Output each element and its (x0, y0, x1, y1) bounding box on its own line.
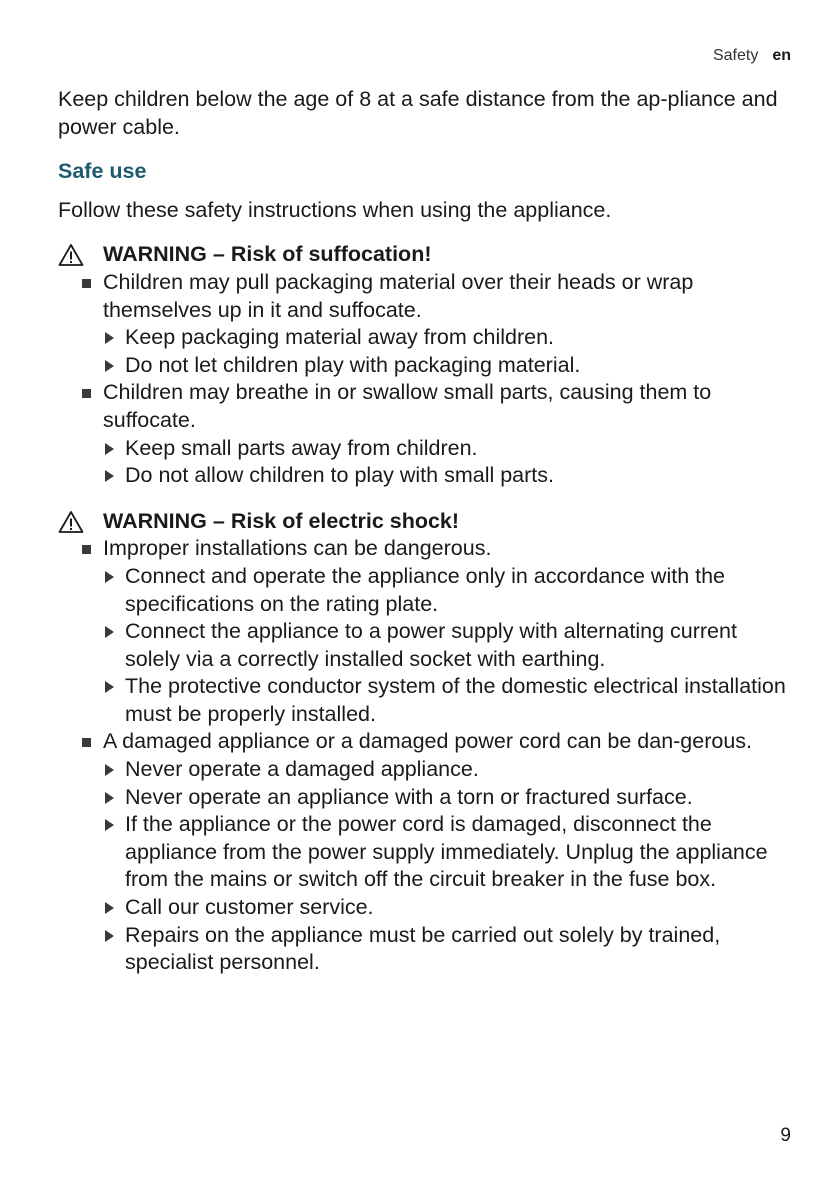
bullet-text: Improper installations can be dangerous. (103, 536, 492, 561)
square-bullet-icon (82, 389, 91, 398)
action-list (103, 435, 793, 490)
list-item (82, 728, 793, 976)
warning-triangle-icon (58, 510, 84, 534)
page-number: 9 (780, 1125, 791, 1146)
action-step (103, 618, 793, 673)
children-distance-paragraph: Keep children below the age of 8 at a safe distance from the ap-pliance and power cable. (58, 87, 778, 139)
triangle-bullet-icon (105, 902, 114, 914)
triangle-bullet-icon (105, 819, 114, 831)
action-step (103, 922, 793, 977)
list-item (82, 379, 793, 489)
bullet-text: Children may pull packaging material over their heads or wrap themselves up in it and suffocate. (103, 269, 694, 322)
square-bullet-icon (82, 545, 91, 554)
warning-title-text: WARNING – Risk of electric shock! (103, 508, 460, 533)
action-step (103, 324, 793, 352)
warning-bullet-list (58, 535, 793, 977)
action-text: Never operate a damaged appliance. (125, 757, 479, 782)
action-text: Keep small parts away from children. (125, 435, 478, 460)
action-step (103, 435, 793, 463)
square-bullet-icon (82, 738, 91, 747)
action-step (103, 563, 793, 618)
warning-block-electric-shock (58, 508, 793, 977)
action-step (103, 811, 793, 894)
header-language-code: en (772, 47, 791, 64)
triangle-bullet-icon (105, 332, 114, 344)
action-list (103, 756, 793, 977)
triangle-bullet-icon (105, 792, 114, 804)
triangle-bullet-icon (105, 626, 114, 638)
header-section-title: Safety (712, 47, 759, 64)
action-step (103, 352, 793, 380)
triangle-bullet-icon (105, 470, 114, 482)
page-content (58, 86, 793, 977)
list-item (82, 269, 793, 379)
action-text: Connect and operate the appliance only in accordance with the specifications on the rating plate. (125, 563, 726, 616)
triangle-bullet-icon (105, 571, 114, 583)
action-text: Do not let children play with packaging material. (125, 352, 581, 377)
bullet-text: Children may breathe in or swallow small parts, causing them to suffocate. (103, 380, 712, 432)
triangle-bullet-icon (105, 764, 114, 776)
action-text: If the appliance or the power cord is damaged, disconnect the appliance from the power supply immediately. Unplug the appliance from the mains or switch off the circuit breaker in the fuse box. (125, 812, 768, 892)
safe-use-intro: Follow these safety instructions when using the appliance. (58, 197, 612, 222)
page-header (713, 45, 791, 67)
action-text: Call our customer service. (125, 895, 374, 920)
warning-title (58, 241, 793, 269)
action-text: The protective conductor system of the domestic electrical installation must be properly installed. (125, 674, 786, 726)
action-step (103, 784, 793, 812)
triangle-bullet-icon (105, 360, 114, 372)
action-text: Do not allow children to play with small parts. (125, 463, 554, 488)
warning-triangle-icon (58, 243, 84, 267)
triangle-bullet-icon (105, 930, 114, 942)
warning-block-suffocation (58, 241, 793, 489)
action-step (103, 673, 793, 728)
bullet-text: A damaged appliance or a damaged power cord can be dan-gerous. (103, 729, 753, 754)
action-text: Repairs on the appliance must be carried out solely by trained, specialist personnel. (125, 922, 721, 975)
square-bullet-icon (82, 279, 91, 288)
action-text: Never operate an appliance with a torn or fractured surface. (125, 784, 693, 809)
warning-title (58, 508, 793, 536)
warning-title-text: WARNING – Risk of suffocation! (103, 242, 432, 267)
action-list (103, 324, 793, 379)
action-step (103, 462, 793, 490)
action-text: Keep packaging material away from children. (125, 325, 555, 350)
list-item (82, 535, 793, 728)
action-text: Connect the appliance to a power supply with alternating current solely via a correctly installed socket with earthing. (125, 619, 737, 671)
action-step (103, 756, 793, 784)
triangle-bullet-icon (105, 443, 114, 455)
action-list (103, 563, 793, 729)
section-heading-safe-use: Safe use (58, 159, 147, 184)
triangle-bullet-icon (105, 681, 114, 693)
warning-bullet-list (58, 269, 793, 490)
action-step (103, 894, 793, 922)
